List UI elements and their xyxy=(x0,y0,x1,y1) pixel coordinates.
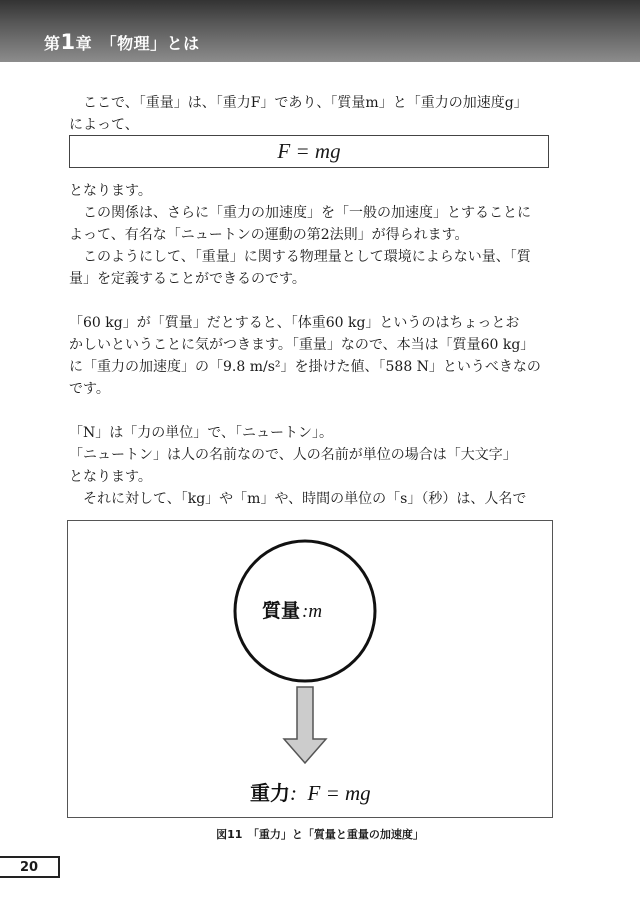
chapter-number: 1 xyxy=(60,30,76,54)
text-line: です。 xyxy=(69,381,110,397)
text-line: 「ニュートン」は人の名前なので、人の名前が単位の場合は「大文字」 xyxy=(69,447,517,463)
text-line: となります。 xyxy=(69,469,152,485)
text-line: ここで、「重量」は、「重力F」であり、「質量m」と「重力の加速度g」 xyxy=(69,95,528,111)
force-formula: : F = mg xyxy=(290,781,371,805)
text-line: に「重力の加速度」の「9.8 m/s²」を掛けた値、「588 N」というべきなの xyxy=(69,359,541,375)
text-line: 「60 kg」が「質量」だとすると、「体重60 kg」というのはちょっとお xyxy=(69,315,520,331)
text-line: 量」を定義することができるのです。 xyxy=(69,271,306,287)
down-arrow-icon xyxy=(284,687,326,763)
chapter-title-text: 「物理」とは xyxy=(108,34,200,53)
text-line xyxy=(69,290,554,312)
text-line: によって、 xyxy=(69,117,139,133)
text-line: よって、有名な「ニュートンの運動の第2法則」が得られます。 xyxy=(69,227,469,243)
chapter-title: 第1章 「物理」とは xyxy=(44,30,200,54)
main-text xyxy=(69,180,554,510)
mass-label: 質量 xyxy=(261,600,300,622)
text-line xyxy=(69,400,554,422)
force-label: 重力 xyxy=(250,781,290,805)
figure-caption: 図11 「重力」と「質量と重量の加速度」 xyxy=(216,828,424,841)
text-line: となります。 xyxy=(69,183,152,199)
text-line: この関係は、さらに「重力の加速度」を「一般の加速度」とすることに xyxy=(69,205,531,221)
figure-box xyxy=(67,520,553,818)
formula-box: F = mg xyxy=(69,135,549,168)
text-line: 「N」は「力の単位」で、「ニュートン」。 xyxy=(69,425,333,441)
gravity-diagram xyxy=(68,521,552,817)
text-line: それに対して、「kg」や「m」や、時間の単位の「s」（秒）は、人名で xyxy=(69,491,527,507)
intro-paragraph xyxy=(69,92,554,136)
text-line: このようにして、「重量」に関する物理量として環境によらない量、「質 xyxy=(69,249,531,265)
text-line: かしいということに気がつきます。「重量」なので、本当は「質量60 kg」 xyxy=(69,337,535,353)
mass-symbol: :m xyxy=(302,601,323,622)
chapter-header xyxy=(0,0,640,62)
page-number: 20 xyxy=(0,856,60,878)
